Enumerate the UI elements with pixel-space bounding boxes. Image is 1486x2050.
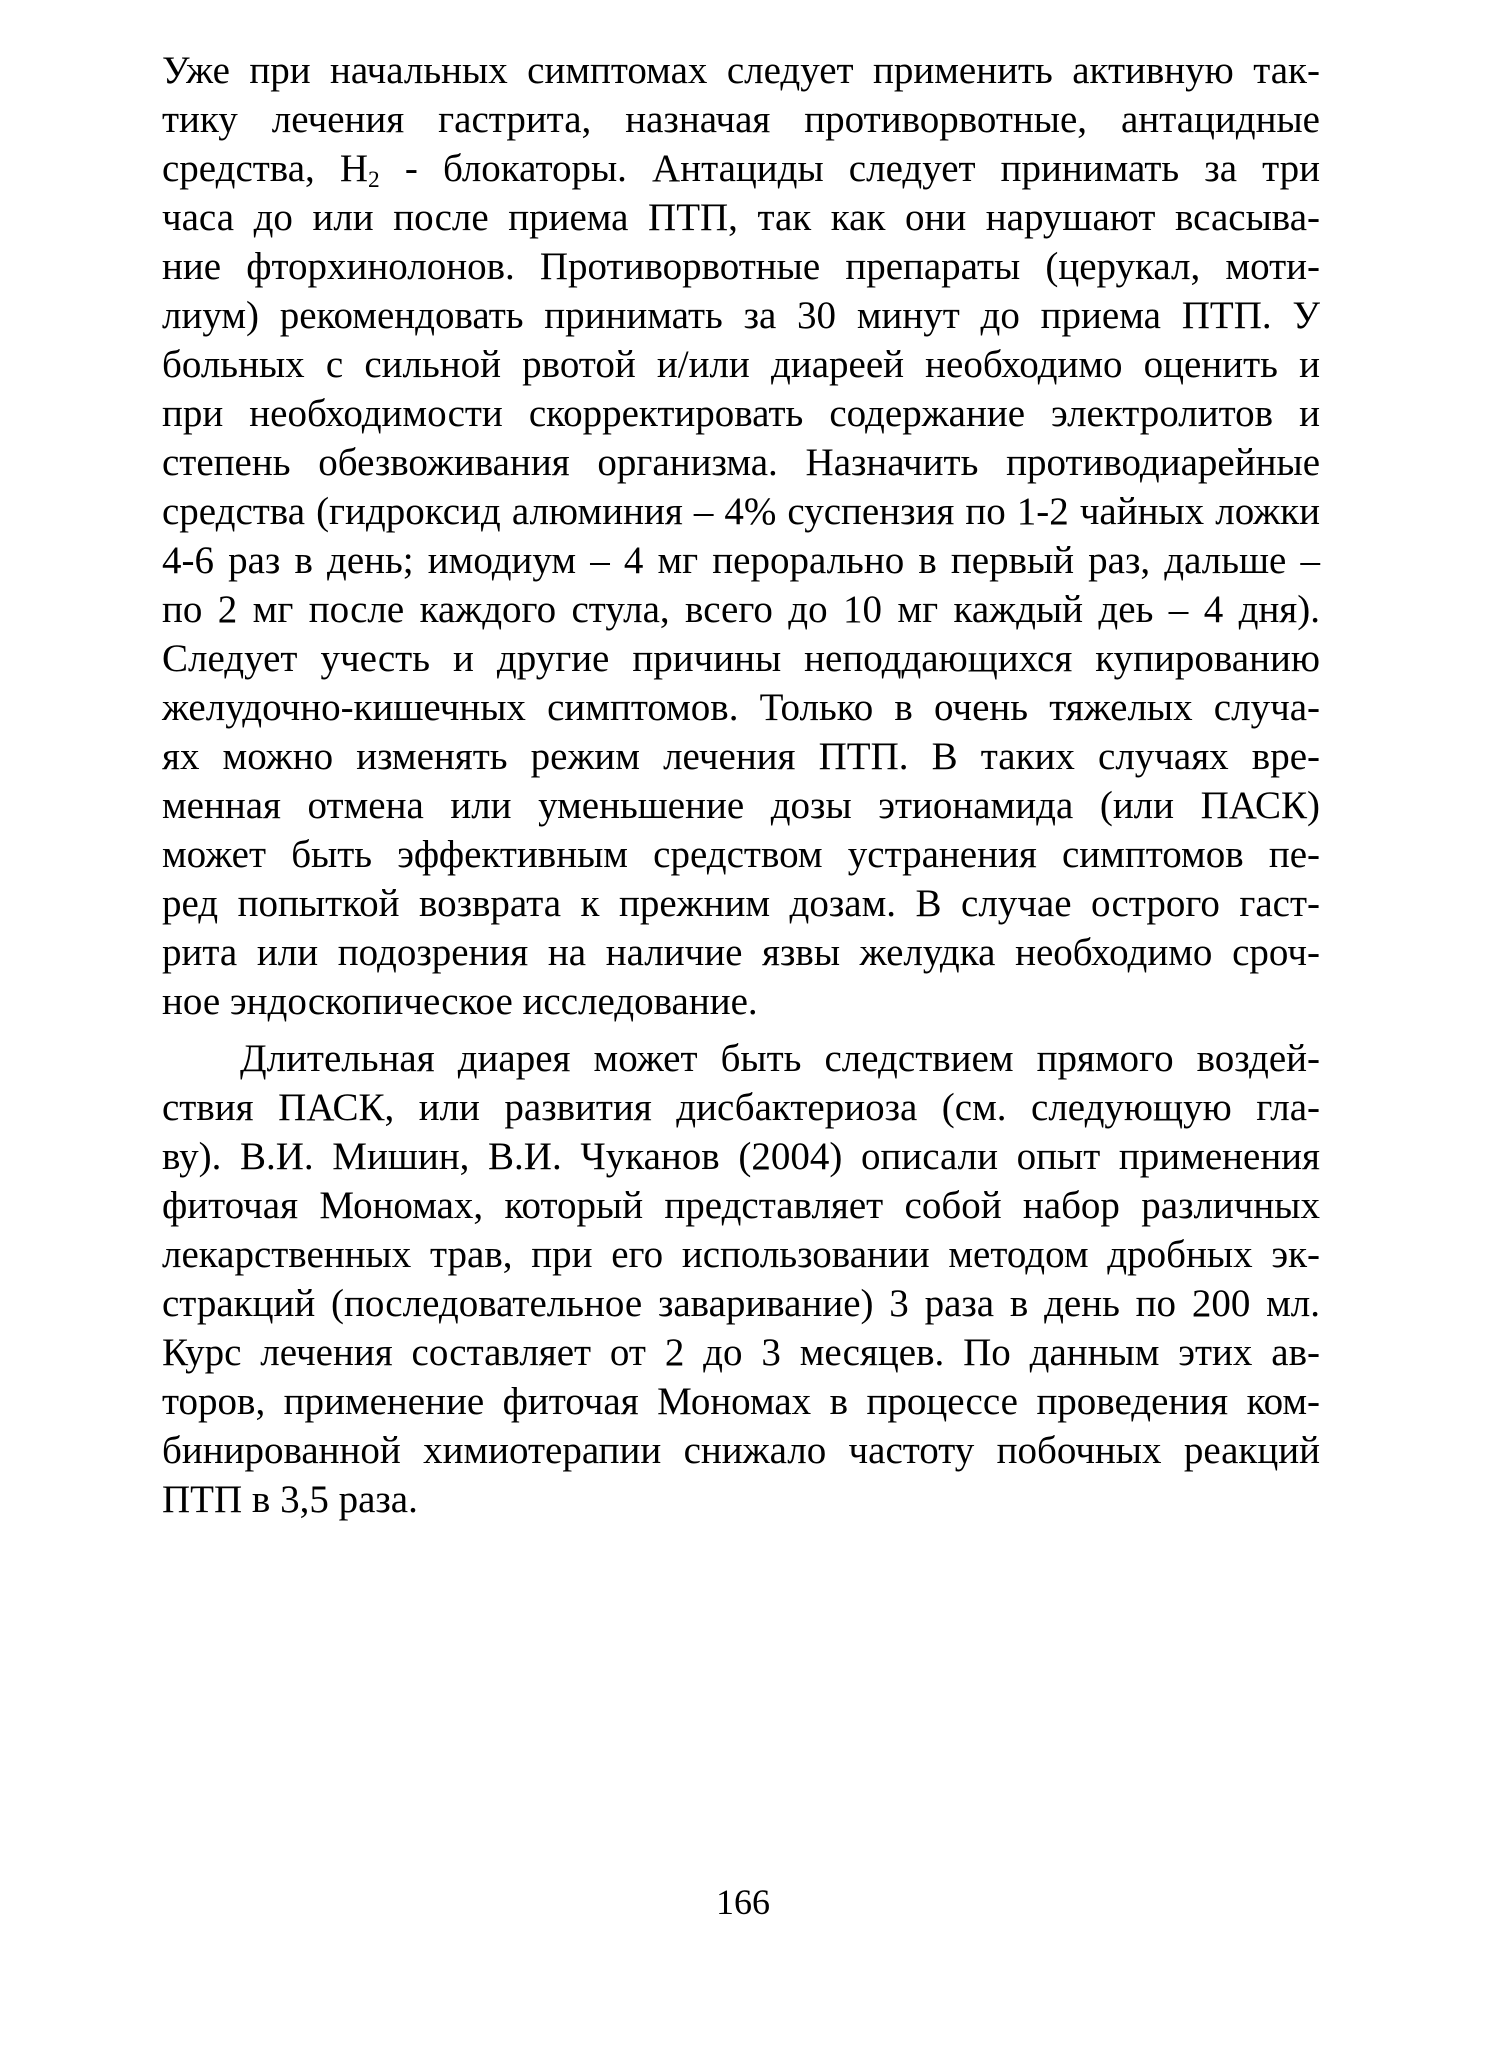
- text-line: менная отмена или уменьшение дозы этионамида (или ПАСК): [162, 784, 1320, 827]
- text-line: средства (гидроксид алюминия – 4% суспензия по 1-2 чайных ложки: [162, 490, 1320, 533]
- page-number: 166: [716, 1882, 770, 1922]
- text-line: [162, 144, 1320, 193]
- text-segment: - блокаторы. Антациды следует принимать за три: [379, 147, 1321, 190]
- subscript: 2: [368, 166, 380, 193]
- text-line: стракций (последовательное заваривание) 3 раза в день по 200 мл.: [162, 1282, 1320, 1325]
- text-line: фиточая Мономах, который представляет собой набор различных: [162, 1184, 1320, 1227]
- text-line: желудочно-кишечных симптомов. Только в очень тяжелых случа-: [162, 686, 1320, 729]
- text-line: Следует учесть и другие причины неподдающихся купированию: [162, 637, 1320, 680]
- text-line: лекарственных трав, при его использовании методом дробных эк-: [162, 1233, 1320, 1276]
- text-line: торов, применение фиточая Мономах в процессе проведения ком-: [162, 1380, 1320, 1423]
- text-line: Уже при начальных симптомах следует применить активную так-: [162, 49, 1320, 92]
- text-line: ред попыткой возврата к прежним дозам. В случае острого гаст-: [162, 882, 1320, 925]
- text-line: 4-6 раз в день; имодиум – 4 мг перорально в первый раз, дальше –: [162, 539, 1320, 582]
- text-line: ву). В.И. Мишин, В.И. Чуканов (2004) описали опыт применения: [162, 1135, 1320, 1178]
- text-line: при необходимости скорректировать содержание электролитов и: [162, 392, 1320, 435]
- text-line: по 2 мг после каждого стула, всего до 10 мг каждый деь – 4 дня).: [162, 588, 1320, 631]
- text-line: может быть эффективным средством устранения симптомов пе-: [162, 833, 1320, 876]
- text-line: Курс лечения составляет от 2 до 3 месяцев. По данным этих ав-: [162, 1331, 1320, 1374]
- text-line: ях можно изменять режим лечения ПТП. В таких случаях вре-: [162, 735, 1320, 778]
- paragraph-gap: [162, 1026, 1320, 1034]
- text-line: ствия ПАСК, или развития дисбактериоза (см. следующую гла-: [162, 1086, 1320, 1129]
- text-line: Длительная диарея может быть следствием прямого воздей-: [240, 1037, 1320, 1080]
- paragraph: [162, 46, 1320, 1026]
- text-line: ное эндоскопическое исследование.: [162, 980, 758, 1023]
- body-text: [162, 46, 1320, 1524]
- text-line: ние фторхинолонов. Противорвотные препараты (церукал, моти-: [162, 245, 1320, 288]
- paragraph: [162, 1034, 1320, 1524]
- text-line: лиум) рекомендовать принимать за 30 минут до приема ПТП. У: [162, 294, 1320, 337]
- text-line: больных с сильной рвотой и/или диареей необходимо оценить и: [162, 343, 1320, 386]
- text-line: рита или подозрения на наличие язвы желудка необходимо сроч-: [162, 931, 1320, 974]
- text-segment: средства, Н: [162, 147, 369, 190]
- text-line: бинированной химиотерапии снижало частоту побочных реакций: [162, 1429, 1320, 1472]
- text-line: ПТП в 3,5 раза.: [162, 1478, 418, 1521]
- text-line: часа до или после приема ПТП, так как они нарушают всасыва-: [162, 196, 1320, 239]
- text-line: степень обезвоживания организма. Назначить противодиарейные: [162, 441, 1320, 484]
- text-line: тику лечения гастрита, назначая противорвотные, антацидные: [162, 98, 1320, 141]
